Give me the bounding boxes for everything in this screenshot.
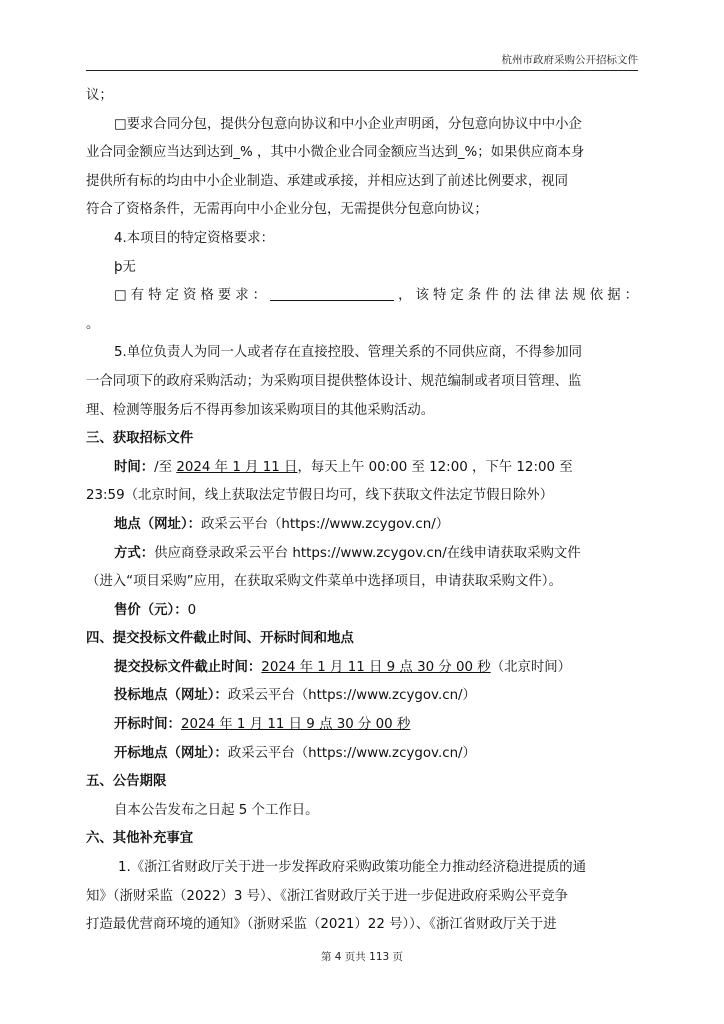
text-line: 打造最优营商环境的通知》（浙财采监（2021）22 号））、《浙江省财政厅关于进 bbox=[86, 917, 557, 933]
header-divider bbox=[86, 70, 638, 71]
field-label: 方式： bbox=[114, 545, 155, 561]
text-span: □有特定资格要求： bbox=[114, 288, 271, 304]
time-line bbox=[86, 454, 638, 483]
text-span: （北京时间） bbox=[490, 659, 572, 675]
field-value: 政采云平台（https://www.zcygov.cn/） bbox=[227, 745, 476, 761]
text-line: 议； bbox=[86, 88, 113, 103]
bid-place-line bbox=[86, 682, 638, 711]
open-place-line bbox=[86, 740, 638, 769]
text-line: 知》（浙财采监（2022）3 号）、《浙江省财政厅关于进一步促进政府采购公平竞争 bbox=[86, 888, 569, 904]
field-label: 开标时间： bbox=[114, 717, 181, 733]
section-heading: 五、公告期限 bbox=[86, 774, 167, 790]
text-line: þ无 bbox=[114, 259, 136, 275]
field-label: 提交投标文件截止时间： bbox=[114, 659, 262, 675]
price-line bbox=[86, 597, 638, 626]
field-value: 政采云平台（https://www.zcygov.cn/） bbox=[201, 516, 450, 532]
text-line: 提供所有标的均由中小企业制造、承建或承接，并相应达到了前述比例要求，视同 bbox=[86, 173, 569, 189]
field-label: 投标地点（网址）： bbox=[114, 688, 228, 704]
text-span: ，该特定条件的法律法规依据： bbox=[394, 288, 638, 304]
text-line: 。 bbox=[86, 316, 100, 332]
text-span: /至 bbox=[154, 459, 177, 475]
text-line: （进入“项目采购”应用，在获取采购文件菜单中选择项目，申请获取采购文件）。 bbox=[86, 574, 562, 590]
section-heading: 六、其他补充事宜 bbox=[86, 831, 194, 847]
field-label: 售价（元）： bbox=[114, 602, 188, 618]
text-line: 一合同项下的政府采购活动；为采购项目提供整体设计、规范编制或者项目管理、监 bbox=[86, 373, 582, 389]
deadline-line bbox=[86, 654, 638, 683]
header-title: 杭州市政府采购公开招标文件 bbox=[501, 54, 638, 66]
section-heading: 四、提交投标文件截止时间、开标时间和地点 bbox=[86, 631, 354, 647]
text-span: ，每天上午 00:00 至 12:00 ，下午 12:00 至 bbox=[297, 459, 573, 475]
date-value: 2024 年 1 月 11 日 bbox=[176, 459, 298, 475]
method-line bbox=[86, 540, 638, 569]
text-line: 1.《浙江省财政厅关于进一步发挥政府采购政策功能全力推动经济稳进提质的通 bbox=[118, 860, 587, 876]
document-body bbox=[86, 82, 638, 940]
field-value: 2024 年 1 月 11 日 9 点 30 分 00 秒 bbox=[261, 659, 491, 675]
text-line: 业合同金额应当达到达到_% ，其中小微企业合同金额应当达到_%；如果供应商本身 bbox=[86, 145, 585, 161]
field-label: 时间： bbox=[114, 459, 155, 475]
text-line: 符合了资格条件，无需再向中小企业分包，无需提供分包意向协议； bbox=[86, 202, 488, 218]
text-line: □要求合同分包，提供分包意向协议和中小企业声明函，分包意向协议中中小企 bbox=[114, 116, 582, 132]
page-number: 第 4 页共 113 页 bbox=[320, 951, 404, 963]
text-line: 4.本项目的特定资格要求： bbox=[114, 230, 275, 246]
place-line bbox=[86, 511, 638, 540]
text-line: 自本公告发布之日起 5 个工作日。 bbox=[114, 802, 319, 818]
text-line: 23:59（北京时间，线上获取法定节假日均可，线下获取文件法定节假日除外） bbox=[86, 488, 554, 504]
open-time-line bbox=[86, 711, 638, 740]
field-value: 0 bbox=[187, 602, 197, 618]
fill-in-blank bbox=[270, 285, 394, 301]
field-label: 地点（网址）： bbox=[114, 516, 202, 532]
text-line: 5.单位负责人为同一人或者存在直接控股、管理关系的不同供应商，不得参加同 bbox=[114, 345, 583, 361]
field-value: 政采云平台（https://www.zcygov.cn/） bbox=[227, 688, 476, 704]
field-label: 开标地点（网址）： bbox=[114, 745, 228, 761]
special-qualification-line bbox=[86, 282, 638, 311]
text-line: 理、检测等服务后不得再参加该采购项目的其他采购活动。 bbox=[86, 402, 435, 418]
field-value: 供应商登录政采云平台 https://www.zcygov.cn/在线申请获取采购文件 bbox=[154, 545, 581, 561]
section-heading: 三、获取招标文件 bbox=[86, 431, 194, 447]
field-value: 2024 年 1 月 11 日 9 点 30 分 00 秒 bbox=[180, 717, 411, 733]
